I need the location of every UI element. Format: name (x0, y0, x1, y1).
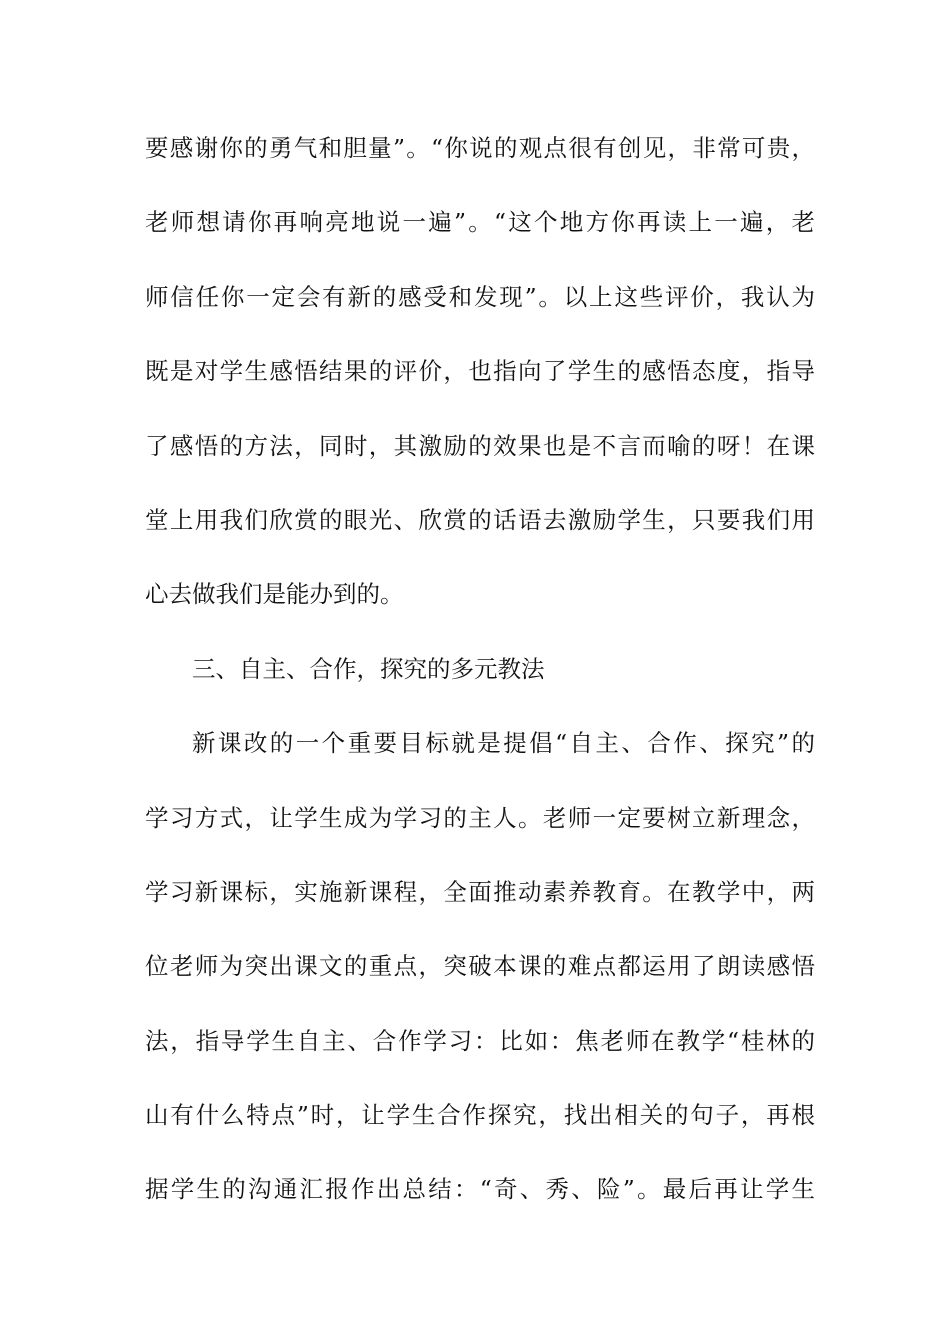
text-line: 学习新课标，实施新课程，全面推动素养教育。在教学中，两 (145, 877, 815, 906)
text-line: 师信任你一定会有新的感受和发现”。以上这些评价，我认为 (145, 282, 815, 311)
text-line: 新课改的一个重要目标就是提倡“自主、合作、探究”的 (192, 729, 815, 758)
text-line: 据学生的沟通汇报作出总结：“奇、秀、险”。最后再让学生 (145, 1175, 815, 1204)
document-body (145, 128, 815, 1244)
text-line: 位老师为突出课文的重点，突破本课的难点都运用了朗读感悟 (145, 952, 815, 981)
text-line: 学习方式，让学生成为学习的主人。老师一定要树立新理念， (145, 803, 815, 832)
text-line: 法，指导学生自主、合作学习：比如：焦老师在教学“桂林的 (145, 1026, 815, 1055)
text-line: 既是对学生感悟结果的评价，也指向了学生的感悟态度，指导 (145, 357, 815, 386)
section-heading: 三、自主、合作，探究的多元教法 (192, 654, 545, 683)
text-line: 心去做我们是能办到的。 (145, 580, 404, 609)
text-line: 山有什么特点”时，让学生合作探究，找出相关的句子，再根 (145, 1101, 815, 1130)
text-line: 要感谢你的勇气和胆量”。“你说的观点很有创见，非常可贵， (145, 134, 815, 162)
text-line: 老师想请你再响亮地说一遍”。“这个地方你再读上一遍，老 (145, 208, 815, 237)
text-line: 堂上用我们欣赏的眼光、欣赏的话语去激励学生，只要我们用 (145, 505, 815, 534)
text-line: 了感悟的方法，同时，其激励的效果也是不言而喻的呀！在课 (145, 431, 815, 460)
